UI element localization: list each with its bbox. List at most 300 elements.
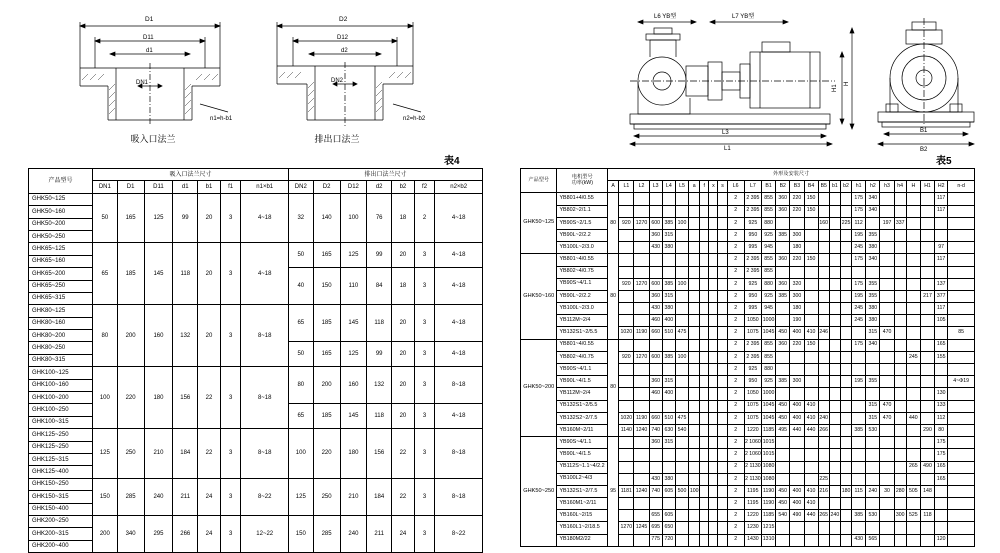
t5-value-cell bbox=[804, 303, 818, 315]
t4-value-cell: 80 bbox=[92, 305, 117, 367]
t5-value-cell bbox=[689, 278, 700, 290]
t4-model-cell: GHK150~400 bbox=[29, 503, 93, 515]
t5-value-cell bbox=[689, 498, 700, 510]
t5-value-cell bbox=[840, 290, 851, 302]
t4-value-cell: 40 bbox=[288, 268, 313, 305]
t5-value-cell bbox=[619, 400, 634, 412]
t4-col-header: d1 bbox=[173, 181, 198, 193]
t5-value-cell bbox=[634, 437, 649, 449]
table-row bbox=[521, 461, 975, 473]
t5-model-cell: GHK50~250 bbox=[521, 437, 557, 547]
t4-value-cell: 4~18 bbox=[241, 193, 288, 243]
t5-value-cell bbox=[852, 327, 866, 339]
t4-value-cell: 180 bbox=[144, 367, 173, 429]
t5-value-cell bbox=[852, 461, 866, 473]
t4-value-cell: 285 bbox=[117, 478, 144, 515]
t5-value-cell: 148 bbox=[920, 485, 934, 497]
t4-value-cell: 4~18 bbox=[435, 404, 483, 429]
t5-col-header: f bbox=[700, 181, 709, 193]
t5-value-cell bbox=[776, 351, 790, 363]
label-dn2: DN2 bbox=[331, 78, 344, 84]
t5-value-cell bbox=[948, 217, 975, 229]
t5-col-header: b1 bbox=[829, 181, 840, 193]
t5-value-cell: 440 bbox=[790, 424, 804, 436]
t5-value-cell bbox=[948, 485, 975, 497]
t5-value-cell bbox=[920, 498, 934, 510]
t4-col-header: d2 bbox=[367, 181, 392, 193]
t5-value-cell: 360 bbox=[776, 254, 790, 266]
t4-header-suction-group: 吸入口法兰尺寸 bbox=[92, 169, 288, 181]
t5-value-cell: 1270 bbox=[619, 522, 634, 534]
t5-value-cell bbox=[700, 473, 709, 485]
t5-value-cell bbox=[718, 437, 727, 449]
t5-value-cell bbox=[700, 351, 709, 363]
t5-value-cell: 112 bbox=[852, 217, 866, 229]
t5-value-cell: 165 bbox=[935, 473, 948, 485]
t5-value-cell bbox=[906, 449, 920, 461]
t4-value-cell: 18 bbox=[392, 268, 415, 305]
t5-value-cell: 460 bbox=[649, 388, 662, 400]
t5-value-cell: 920 bbox=[619, 351, 634, 363]
t5-value-cell: 2 395 bbox=[744, 351, 761, 363]
t5-value-cell: 2 bbox=[727, 534, 744, 546]
t5-value-cell: 510 bbox=[662, 327, 675, 339]
t5-value-cell bbox=[700, 461, 709, 473]
t5-value-cell: 500 bbox=[675, 485, 688, 497]
t5-value-cell bbox=[804, 229, 818, 241]
t4-value-cell: 3 bbox=[414, 268, 435, 305]
t5-value-cell bbox=[920, 217, 934, 229]
table-row bbox=[521, 364, 975, 376]
t4-col-header: D2 bbox=[313, 181, 340, 193]
t5-value-cell bbox=[718, 424, 727, 436]
svg-text:B1: B1 bbox=[920, 128, 928, 134]
t5-value-cell: 100 bbox=[675, 217, 688, 229]
t5-value-cell: 660 bbox=[649, 327, 662, 339]
t5-value-cell: 340 bbox=[866, 254, 880, 266]
t5-value-cell bbox=[804, 266, 818, 278]
t5-value-cell bbox=[894, 254, 906, 266]
t5-value-cell bbox=[790, 534, 804, 546]
t5-value-cell: 2 1060 bbox=[744, 437, 761, 449]
t5-motor-cell: YB112S~1.1~4/2.2 bbox=[557, 461, 608, 473]
t5-value-cell bbox=[866, 437, 880, 449]
t4-value-cell: 3 bbox=[414, 243, 435, 268]
t4-value-cell: 210 bbox=[340, 478, 367, 515]
t5-motor-cell: YB801~4/0.55 bbox=[557, 254, 608, 266]
t4-value-cell: 285 bbox=[313, 515, 340, 552]
t5-value-cell bbox=[818, 351, 829, 363]
t5-value-cell: 1080 bbox=[761, 461, 775, 473]
t5-value-cell bbox=[829, 388, 840, 400]
t5-value-cell bbox=[829, 498, 840, 510]
t5-value-cell: 320 bbox=[790, 278, 804, 290]
t5-value-cell: 315 bbox=[866, 412, 880, 424]
t5-value-cell bbox=[818, 461, 829, 473]
t5-value-cell bbox=[700, 437, 709, 449]
t5-value-cell bbox=[709, 290, 718, 302]
t4-value-cell: 118 bbox=[367, 305, 392, 342]
table-row bbox=[29, 429, 483, 441]
t4-value-cell: 65 bbox=[92, 243, 117, 305]
t5-motor-cell: YB802~2/1.1 bbox=[557, 205, 608, 217]
t5-value-cell: 525 bbox=[906, 510, 920, 522]
t4-col-header: D11 bbox=[144, 181, 173, 193]
t5-value-cell bbox=[619, 388, 634, 400]
t5-value-cell bbox=[948, 437, 975, 449]
t5-value-cell: 450 bbox=[776, 498, 790, 510]
t4-value-cell: 145 bbox=[340, 404, 367, 429]
t5-value-cell bbox=[776, 437, 790, 449]
t5-value-cell bbox=[880, 364, 894, 376]
t5-value-cell: 266 bbox=[818, 424, 829, 436]
t5-value-cell bbox=[920, 242, 934, 254]
t5-value-cell bbox=[948, 290, 975, 302]
t5-value-cell bbox=[700, 290, 709, 302]
t5-value-cell bbox=[700, 388, 709, 400]
t5-value-cell: 100 bbox=[675, 351, 688, 363]
t5-value-cell bbox=[776, 266, 790, 278]
t4-value-cell: 4~18 bbox=[435, 305, 483, 342]
t4-value-cell: 156 bbox=[367, 429, 392, 479]
t5-value-cell: 540 bbox=[776, 510, 790, 522]
t5-value-cell: 385 bbox=[776, 229, 790, 241]
t4-value-cell: 240 bbox=[340, 515, 367, 552]
t4-value-cell: 250 bbox=[313, 478, 340, 515]
t5-value-cell bbox=[894, 193, 906, 205]
t5-value-cell bbox=[718, 449, 727, 461]
t5-value-cell: 155 bbox=[935, 351, 948, 363]
t5-value-cell bbox=[880, 522, 894, 534]
t5-value-cell: 80 bbox=[608, 254, 619, 339]
t5-value-cell bbox=[689, 254, 700, 266]
t4-model-cell: GHK200~315 bbox=[29, 528, 93, 540]
t5-value-cell: 315 bbox=[662, 229, 675, 241]
t5-col-header: L7 bbox=[744, 181, 761, 193]
t5-value-cell bbox=[634, 193, 649, 205]
t5-motor-cell: YB160M~2/11 bbox=[557, 424, 608, 436]
t5-value-cell bbox=[700, 339, 709, 351]
t5-value-cell: 240 bbox=[818, 412, 829, 424]
t5-value-cell: 2 bbox=[727, 424, 744, 436]
t5-value-cell bbox=[906, 205, 920, 217]
t5-value-cell bbox=[790, 217, 804, 229]
t5-value-cell: 180 bbox=[790, 242, 804, 254]
t5-value-cell: 225 bbox=[818, 473, 829, 485]
t5-value-cell: 1190 bbox=[634, 327, 649, 339]
t5-value-cell: 300 bbox=[790, 229, 804, 241]
t5-value-cell: 945 bbox=[761, 303, 775, 315]
t4-header-product: 产品型号 bbox=[29, 169, 93, 194]
label-d1-small: d1 bbox=[146, 48, 153, 54]
t5-value-cell: 175 bbox=[852, 278, 866, 290]
t5-value-cell bbox=[948, 412, 975, 424]
t5-value-cell bbox=[718, 290, 727, 302]
t5-value-cell bbox=[619, 473, 634, 485]
t5-value-cell: 855 bbox=[761, 254, 775, 266]
t5-value-cell bbox=[689, 242, 700, 254]
t5-value-cell bbox=[662, 339, 675, 351]
t4-value-cell: 118 bbox=[173, 243, 198, 305]
pump-assembly-front-view bbox=[862, 6, 992, 151]
t5-value-cell bbox=[675, 266, 688, 278]
t4-model-cell: GHK65~200 bbox=[29, 268, 93, 280]
t5-value-cell: 117 bbox=[935, 303, 948, 315]
t5-value-cell bbox=[894, 449, 906, 461]
t5-value-cell bbox=[829, 303, 840, 315]
t5-value-cell: 925 bbox=[744, 364, 761, 376]
t5-value-cell: 315 bbox=[662, 376, 675, 388]
t5-value-cell: 360 bbox=[649, 290, 662, 302]
t4-value-cell: 125 bbox=[144, 193, 173, 243]
t4-value-cell: 156 bbox=[173, 367, 198, 429]
t5-col-header: h3 bbox=[880, 181, 894, 193]
t5-value-cell bbox=[718, 339, 727, 351]
t5-value-cell: 1075 bbox=[744, 327, 761, 339]
table-row bbox=[521, 412, 975, 424]
t4-value-cell: 125 bbox=[340, 243, 367, 268]
t5-value-cell: 385 bbox=[662, 351, 675, 363]
t5-value-cell bbox=[948, 522, 975, 534]
t4-value-cell: 18 bbox=[392, 193, 415, 243]
t5-value-cell: 2 bbox=[727, 437, 744, 449]
svg-text:L7 YB型: L7 YB型 bbox=[732, 14, 755, 20]
t5-value-cell bbox=[880, 242, 894, 254]
t5-value-cell bbox=[852, 449, 866, 461]
t5-value-cell bbox=[948, 364, 975, 376]
t5-value-cell bbox=[700, 242, 709, 254]
t5-value-cell bbox=[689, 193, 700, 205]
t5-value-cell: 245 bbox=[852, 303, 866, 315]
t4-value-cell: 24 bbox=[392, 515, 415, 552]
t5-value-cell bbox=[829, 364, 840, 376]
t5-value-cell bbox=[866, 461, 880, 473]
t4-value-cell: 20 bbox=[198, 243, 221, 305]
t5-value-cell: 2 bbox=[727, 339, 744, 351]
t5-value-cell bbox=[804, 449, 818, 461]
t5-value-cell bbox=[619, 376, 634, 388]
t5-value-cell bbox=[634, 242, 649, 254]
t5-value-cell: 1140 bbox=[619, 424, 634, 436]
t4-model-cell: GHK125~250 bbox=[29, 441, 93, 453]
t5-motor-cell: YB160L1~2/18.5 bbox=[557, 522, 608, 534]
t5-value-cell bbox=[634, 266, 649, 278]
t5-value-cell bbox=[948, 473, 975, 485]
t5-value-cell: 246 bbox=[818, 327, 829, 339]
table-row bbox=[521, 278, 975, 290]
t5-value-cell bbox=[948, 303, 975, 315]
t5-col-header: L4 bbox=[662, 181, 675, 193]
t5-value-cell bbox=[619, 534, 634, 546]
t5-value-cell bbox=[829, 193, 840, 205]
t5-value-cell: 377 bbox=[935, 290, 948, 302]
t5-value-cell bbox=[675, 437, 688, 449]
t5-value-cell bbox=[634, 388, 649, 400]
t5-value-cell bbox=[634, 461, 649, 473]
t5-value-cell: 315 bbox=[866, 400, 880, 412]
t4-header-discharge-group: 排出口法兰尺寸 bbox=[288, 169, 482, 181]
t5-value-cell bbox=[906, 303, 920, 315]
t5-value-cell bbox=[818, 315, 829, 327]
t5-value-cell bbox=[829, 424, 840, 436]
t5-value-cell bbox=[689, 473, 700, 485]
t5-value-cell bbox=[920, 364, 934, 376]
t5-value-cell bbox=[675, 290, 688, 302]
t5-value-cell bbox=[920, 205, 934, 217]
t5-value-cell bbox=[920, 473, 934, 485]
t5-value-cell bbox=[662, 498, 675, 510]
t5-value-cell: 300 bbox=[790, 376, 804, 388]
t5-motor-cell: YB801~4/0.55 bbox=[557, 339, 608, 351]
t5-col-header: H bbox=[906, 181, 920, 193]
t5-value-cell: 440 bbox=[906, 412, 920, 424]
t5-value-cell: 340 bbox=[866, 193, 880, 205]
t5-value-cell bbox=[818, 242, 829, 254]
t5-value-cell: 1075 bbox=[744, 400, 761, 412]
t5-value-cell bbox=[718, 217, 727, 229]
table-4-flange-dimensions bbox=[28, 168, 483, 553]
t4-value-cell: 100 bbox=[340, 193, 367, 243]
t5-value-cell bbox=[920, 376, 934, 388]
t5-value-cell: 1310 bbox=[761, 534, 775, 546]
t5-value-cell bbox=[906, 437, 920, 449]
t5-value-cell bbox=[700, 364, 709, 376]
t5-value-cell bbox=[948, 424, 975, 436]
t5-value-cell bbox=[906, 193, 920, 205]
t5-value-cell: 2 395 bbox=[744, 254, 761, 266]
t5-value-cell bbox=[700, 254, 709, 266]
t5-value-cell bbox=[840, 376, 851, 388]
table-row bbox=[521, 315, 975, 327]
svg-text:B2: B2 bbox=[920, 147, 928, 151]
t5-motor-cell: YB132S1~2/5.5 bbox=[557, 400, 608, 412]
t5-value-cell bbox=[840, 351, 851, 363]
t5-value-cell: 100 bbox=[675, 278, 688, 290]
t5-value-cell: 1080 bbox=[761, 473, 775, 485]
table-row bbox=[29, 193, 483, 205]
t5-value-cell: 1000 bbox=[761, 315, 775, 327]
t5-value-cell bbox=[689, 412, 700, 424]
t5-value-cell bbox=[649, 193, 662, 205]
t5-value-cell: 100 bbox=[689, 485, 700, 497]
t5-value-cell bbox=[906, 376, 920, 388]
label-d12: D12 bbox=[337, 35, 349, 41]
t4-value-cell: 3 bbox=[220, 193, 241, 243]
t5-value-cell bbox=[619, 254, 634, 266]
t5-value-cell bbox=[948, 351, 975, 363]
t5-value-cell: 400 bbox=[790, 412, 804, 424]
t4-value-cell: 24 bbox=[198, 515, 221, 552]
t5-header-dims-group: 外形及安装尺寸 bbox=[608, 169, 975, 181]
t5-value-cell bbox=[675, 400, 688, 412]
t5-value-cell bbox=[829, 315, 840, 327]
t5-value-cell: 655 bbox=[649, 510, 662, 522]
t5-value-cell bbox=[700, 229, 709, 241]
t4-model-cell: GHK100~250 bbox=[29, 404, 93, 416]
t5-value-cell bbox=[906, 339, 920, 351]
t4-value-cell: 4~18 bbox=[435, 193, 483, 243]
t5-value-cell bbox=[920, 400, 934, 412]
table-row bbox=[29, 305, 483, 317]
t5-value-cell bbox=[634, 339, 649, 351]
t4-model-cell: GHK80~160 bbox=[29, 317, 93, 329]
t5-value-cell bbox=[709, 449, 718, 461]
t5-value-cell bbox=[866, 217, 880, 229]
t5-value-cell bbox=[662, 266, 675, 278]
t5-motor-cell: YB100L~2/3.0 bbox=[557, 303, 608, 315]
t5-value-cell: 385 bbox=[662, 278, 675, 290]
t5-value-cell bbox=[829, 217, 840, 229]
t5-value-cell bbox=[935, 485, 948, 497]
t5-value-cell: 2 bbox=[727, 278, 744, 290]
t5-value-cell: 225 bbox=[840, 217, 851, 229]
t5-value-cell bbox=[700, 510, 709, 522]
t5-value-cell bbox=[840, 205, 851, 217]
t5-value-cell: 2 bbox=[727, 303, 744, 315]
table-row bbox=[521, 242, 975, 254]
t5-value-cell: 118 bbox=[920, 510, 934, 522]
t4-value-cell: 22 bbox=[198, 367, 221, 429]
table-row bbox=[521, 205, 975, 217]
t5-value-cell bbox=[880, 278, 894, 290]
t5-value-cell bbox=[829, 278, 840, 290]
t5-value-cell bbox=[906, 424, 920, 436]
table-row bbox=[521, 388, 975, 400]
t5-value-cell bbox=[920, 254, 934, 266]
t4-value-cell: 3 bbox=[414, 305, 435, 342]
t5-value-cell: 540 bbox=[675, 424, 688, 436]
t5-value-cell: 385 bbox=[776, 290, 790, 302]
t5-value-cell: 355 bbox=[866, 229, 880, 241]
t5-value-cell bbox=[675, 364, 688, 376]
t5-value-cell bbox=[790, 388, 804, 400]
t5-value-cell bbox=[662, 400, 675, 412]
t5-value-cell bbox=[894, 534, 906, 546]
t5-value-cell bbox=[894, 400, 906, 412]
t5-value-cell: 385 bbox=[776, 376, 790, 388]
t4-value-cell: 180 bbox=[340, 429, 367, 479]
t5-value-cell bbox=[718, 229, 727, 241]
t5-value-cell bbox=[675, 473, 688, 485]
t5-value-cell bbox=[894, 376, 906, 388]
t5-value-cell: 450 bbox=[776, 327, 790, 339]
t4-value-cell: 3 bbox=[414, 404, 435, 429]
t4-value-cell: 3 bbox=[414, 429, 435, 479]
t5-value-cell bbox=[619, 205, 634, 217]
t4-value-cell: 8~18 bbox=[435, 429, 483, 479]
t5-value-cell bbox=[790, 351, 804, 363]
t4-value-cell: 22 bbox=[392, 429, 415, 479]
t5-value-cell bbox=[709, 461, 718, 473]
t5-value-cell bbox=[935, 376, 948, 388]
t5-value-cell bbox=[776, 388, 790, 400]
t5-value-cell bbox=[804, 388, 818, 400]
t5-value-cell bbox=[662, 449, 675, 461]
t5-value-cell: 695 bbox=[649, 522, 662, 534]
t5-value-cell bbox=[675, 193, 688, 205]
t5-value-cell bbox=[906, 278, 920, 290]
table-row bbox=[521, 339, 975, 351]
t4-model-cell: GHK100~200 bbox=[29, 392, 93, 404]
t5-value-cell bbox=[718, 364, 727, 376]
t5-value-cell bbox=[818, 388, 829, 400]
t5-value-cell: 400 bbox=[790, 400, 804, 412]
t5-value-cell bbox=[689, 339, 700, 351]
t5-value-cell bbox=[776, 242, 790, 254]
t5-value-cell: 175 bbox=[935, 449, 948, 461]
table-row bbox=[521, 303, 975, 315]
t5-header-motor: 电机型号 功率(kW) bbox=[557, 169, 608, 193]
